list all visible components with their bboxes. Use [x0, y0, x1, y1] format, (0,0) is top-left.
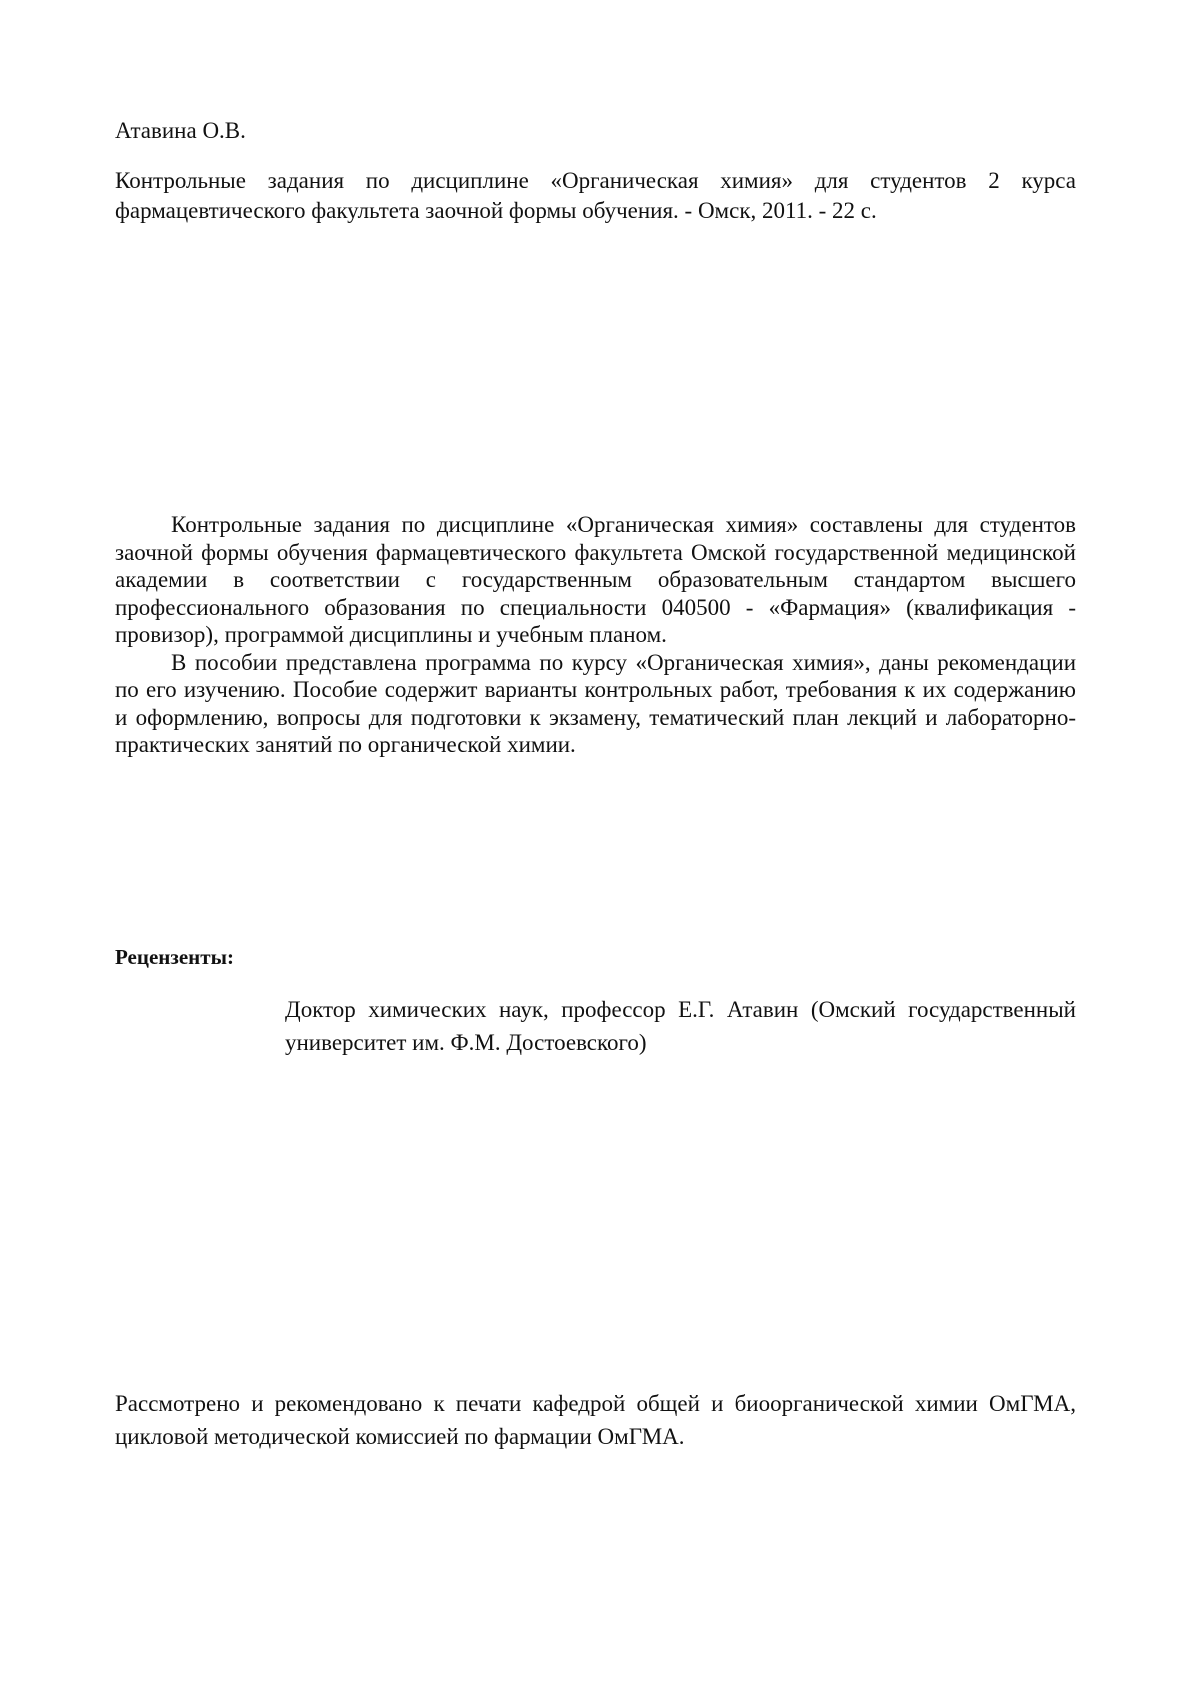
approval-statement: Рассмотрено и рекомендовано к печати кафедрой общей и биоорганической химии ОмГМА, цикловой методической комиссией по фармации ОмГМА.	[115, 1391, 1076, 1449]
bibliographic-citation: Контрольные задания по дисциплине «Органическая химия» для студентов 2 курса фармацевтического факультета заочной формы обучения. - Омск, 2011. - 22 с.	[115, 168, 1076, 223]
abstract-paragraph: Контрольные задания по дисциплине «Органическая химия» составлены для студентов заочной формы обучения фармацевтического факультета Омской государственной медицинской академии в соответствии с государственным образовательным стандартом высшего профессионального образования по специальности 040500 - «Фармация» (квалификация - провизор), программой дисциплины и учебным планом.	[115, 512, 1076, 647]
reviewers-heading: Рецензенты:	[115, 945, 234, 969]
abstract-paragraph: В пособии представлена программа по курсу «Органическая химия», даны рекомендации по его изучению. Пособие содержит варианты контрольных работ, требования к их содержанию и оформлению, вопросы для подготовки к экзамену, тематический план лекций и лабораторно-практических занятий по органической химии.	[115, 649, 1076, 757]
abstract	[115, 511, 1076, 759]
author-name: Атавина О.В.	[115, 118, 246, 143]
reviewer-entry: Доктор химических наук, профессор Е.Г. Атавин (Омский государственный университет им. Ф.М. Достоевского)	[285, 997, 1076, 1055]
